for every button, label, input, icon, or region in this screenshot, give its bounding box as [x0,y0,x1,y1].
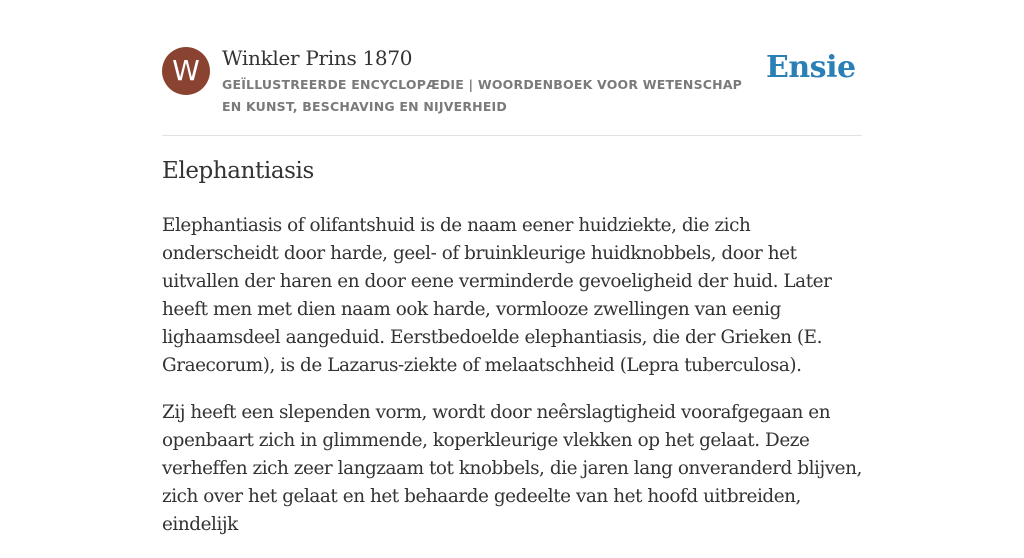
article-title: Elephantiasis [162,158,314,184]
article-body [162,212,867,558]
source-avatar[interactable]: W [162,47,210,95]
source-header [162,47,862,135]
source-subtitle: GEÏLLUSTREERDE ENCYCLOPÆDIE | WOORDENBOEK VOOR WETENSCHAP EN KUNST, BESCHAVING EN NIJVERHEID [222,77,743,114]
header-divider [162,135,862,136]
source-title-link[interactable]: Winkler Prins 1870 [222,46,413,70]
article-paragraph-2: Zij heeft een slependen vorm, wordt door neêrslagtigheid voorafgegaan en openbaart zich in glimmende, koperkleurige vlekken op het gelaat. Deze verheffen zich zeer langzaam tot knobbels, die jaren lang onveranderd blijven, zich over het gelaat en het behaarde gedeelte van het hoofd uitbreiden, eindelijk [162,402,862,535]
brand-logo[interactable]: Ensie [766,50,856,85]
article-paragraph-1: Elephantiasis of olifantshuid is de naam eener huidziekte, die zich onderscheidt door harde, geel- of bruinkleurige huidknobbels, door het uitvallen der haren en door eene verminderde gevoeligheid der huid. Later heeft men met dien naam ook harde, vormlooze zwellingen van eenig lighaamsdeel aangeduid. Eerstbedoelde elephantiasis, die der Grieken (E. Graecorum), is de Lazarus-ziekte of melaatschheid (Lepra tuberculosa). [162,215,832,376]
